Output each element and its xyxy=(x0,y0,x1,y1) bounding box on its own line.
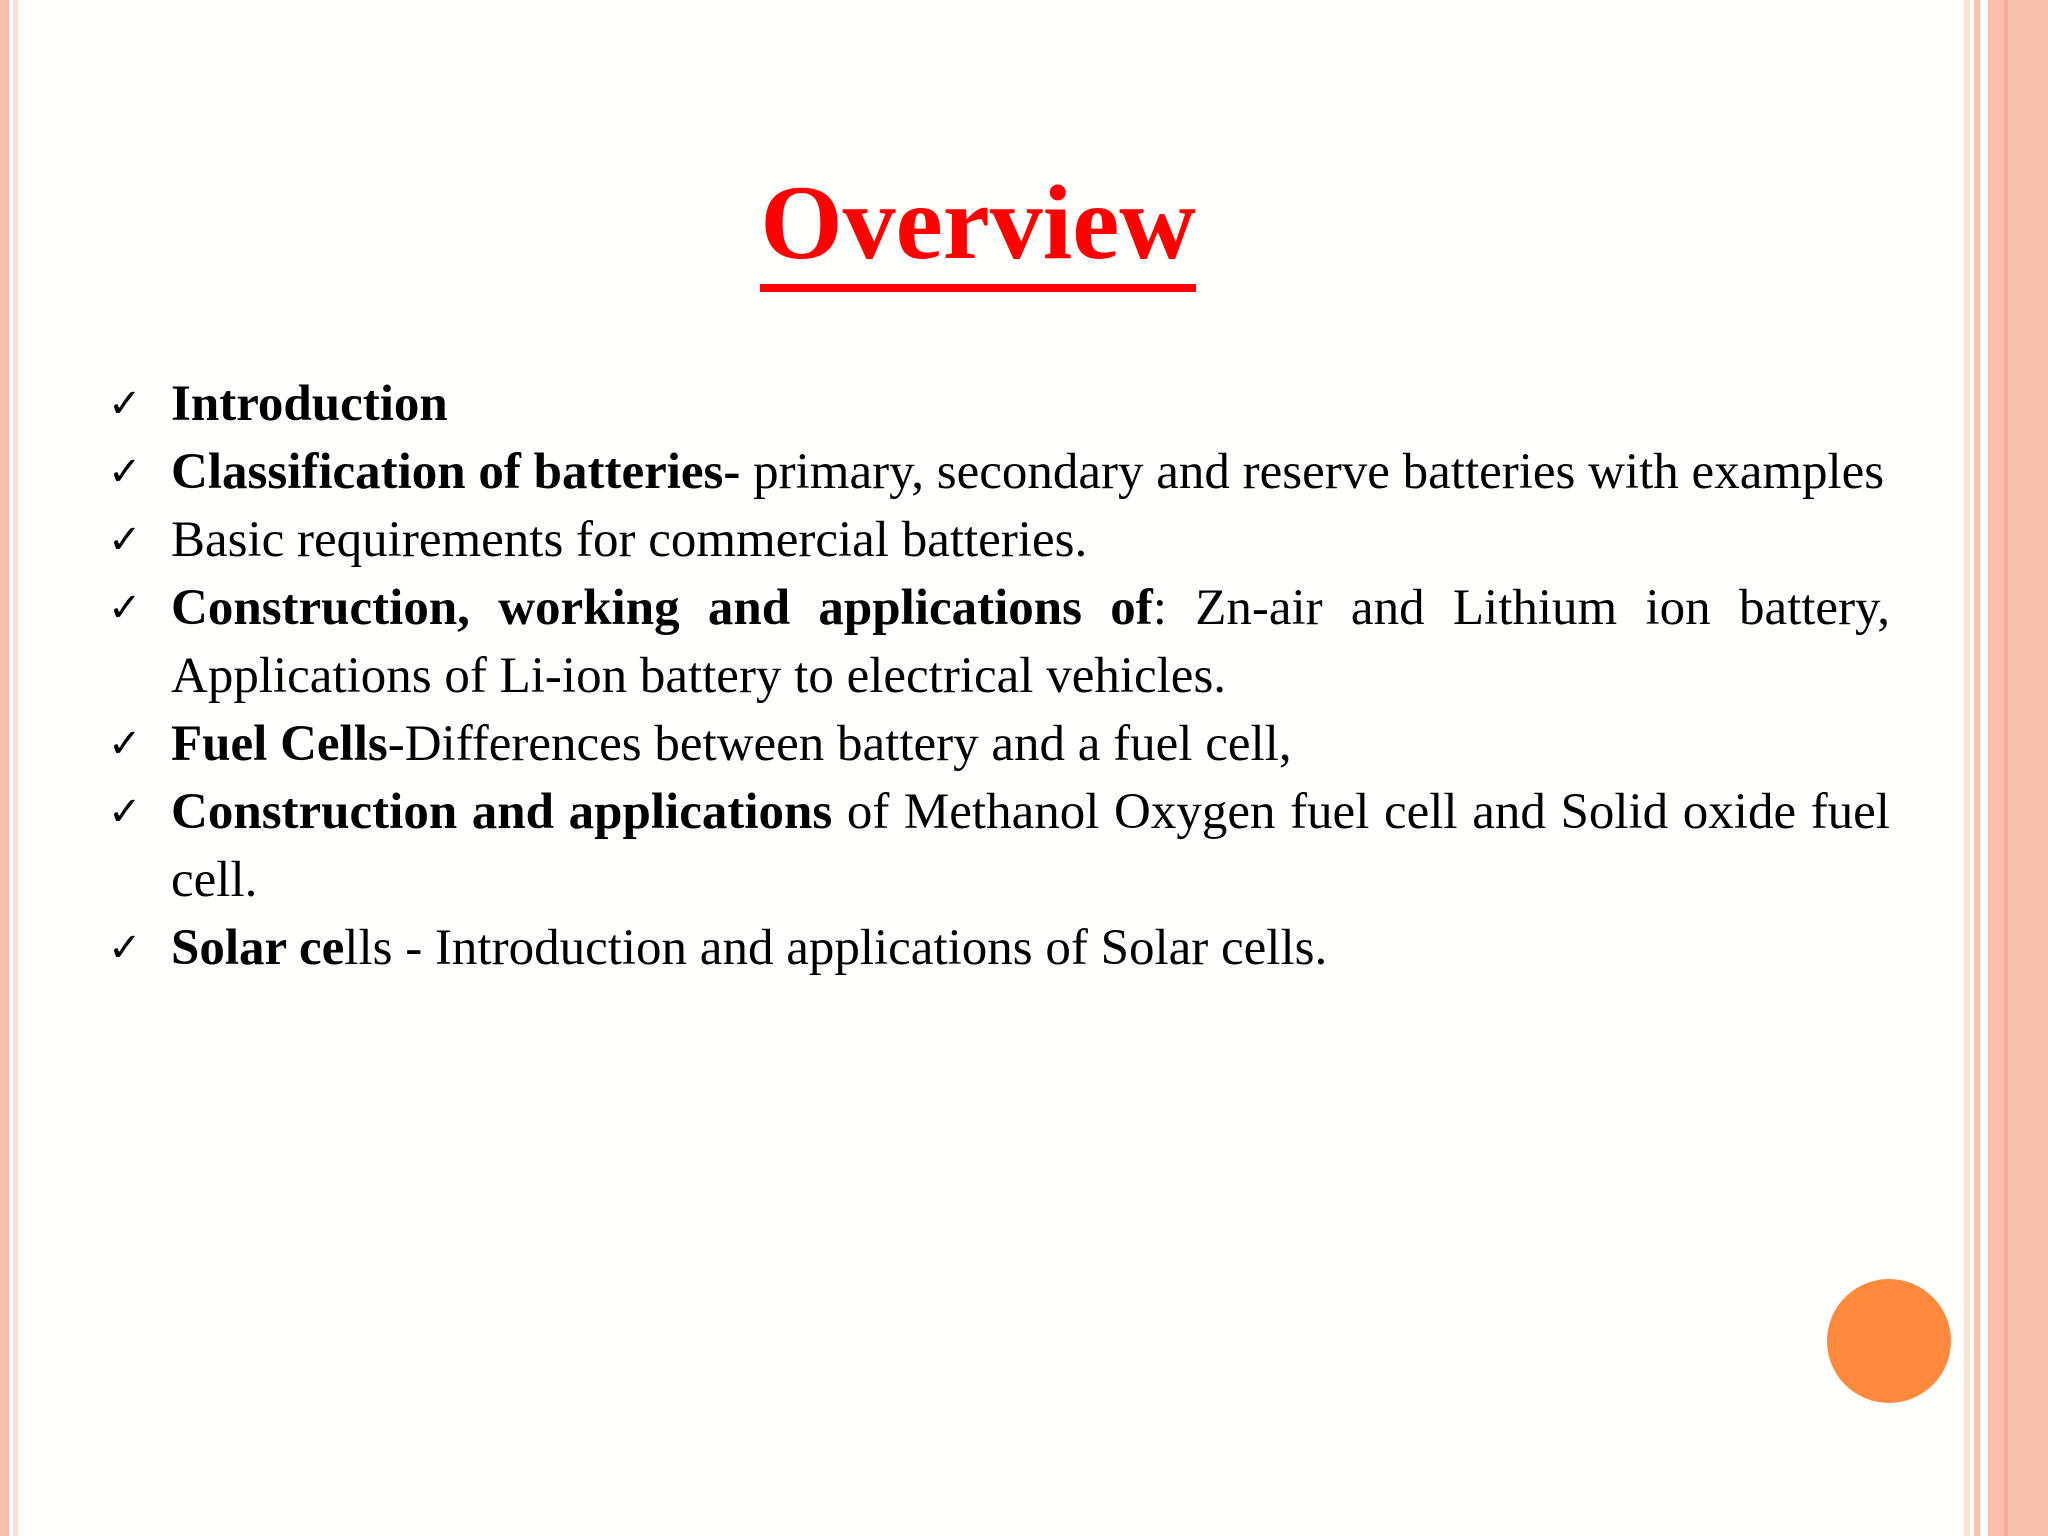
check-mark-icon: ✓ xyxy=(108,925,142,971)
bullet-item xyxy=(108,370,1890,438)
check-mark-icon: ✓ xyxy=(108,381,142,427)
check-mark-icon: ✓ xyxy=(108,585,142,631)
bullet-text: Basic requirements for commercial batteries. xyxy=(171,512,1088,568)
bullet-bold: Construction and applications xyxy=(171,784,833,840)
right-border-frame xyxy=(1964,0,2048,1536)
bullet-bold: Classification of batteries- xyxy=(171,444,741,500)
bullet-item xyxy=(108,574,1890,710)
bullet-list xyxy=(108,370,1890,982)
check-mark-icon: ✓ xyxy=(108,721,142,767)
bullet-text: of Methanol Oxygen fuel cell and Solid oxide fuel cell. xyxy=(171,784,1890,908)
bullet-text: lls - Introduction and applications of Solar cells. xyxy=(344,920,1328,976)
bullet-item xyxy=(108,438,1890,506)
decorative-orange-circle xyxy=(1827,1279,1951,1403)
bullet-text: -Differences between battery and a fuel cell, xyxy=(387,716,1292,772)
slide-title xyxy=(0,164,1956,292)
bullet-text: primary, secondary and reserve batteries with examples xyxy=(740,444,1885,500)
right-border-stripe-3 xyxy=(1988,0,2048,1536)
check-mark-icon: ✓ xyxy=(108,517,142,563)
bullet-bold: Solar ce xyxy=(171,920,345,976)
bullet-item xyxy=(108,914,1890,982)
bullet-text: : Zn-air and Lithium ion battery, Applications of Li-ion battery to electrical vehicles. xyxy=(171,580,1890,704)
bullet-bold: Construction, working and applications of xyxy=(171,580,1153,636)
right-border-stripe-2 xyxy=(1974,0,1980,1536)
bullet-item xyxy=(108,506,1890,574)
slide-title-text: Overview xyxy=(760,170,1196,292)
bullet-item xyxy=(108,778,1890,914)
bullet-bold: Fuel Cells xyxy=(171,716,388,772)
check-mark-icon: ✓ xyxy=(108,789,142,835)
right-border-stripe-1 xyxy=(1964,0,1970,1536)
bullet-bold: Introduction xyxy=(171,376,448,432)
check-mark-icon: ✓ xyxy=(108,449,142,495)
bullet-item xyxy=(108,710,1890,778)
right-border-stripe-4 xyxy=(2004,0,2008,1536)
